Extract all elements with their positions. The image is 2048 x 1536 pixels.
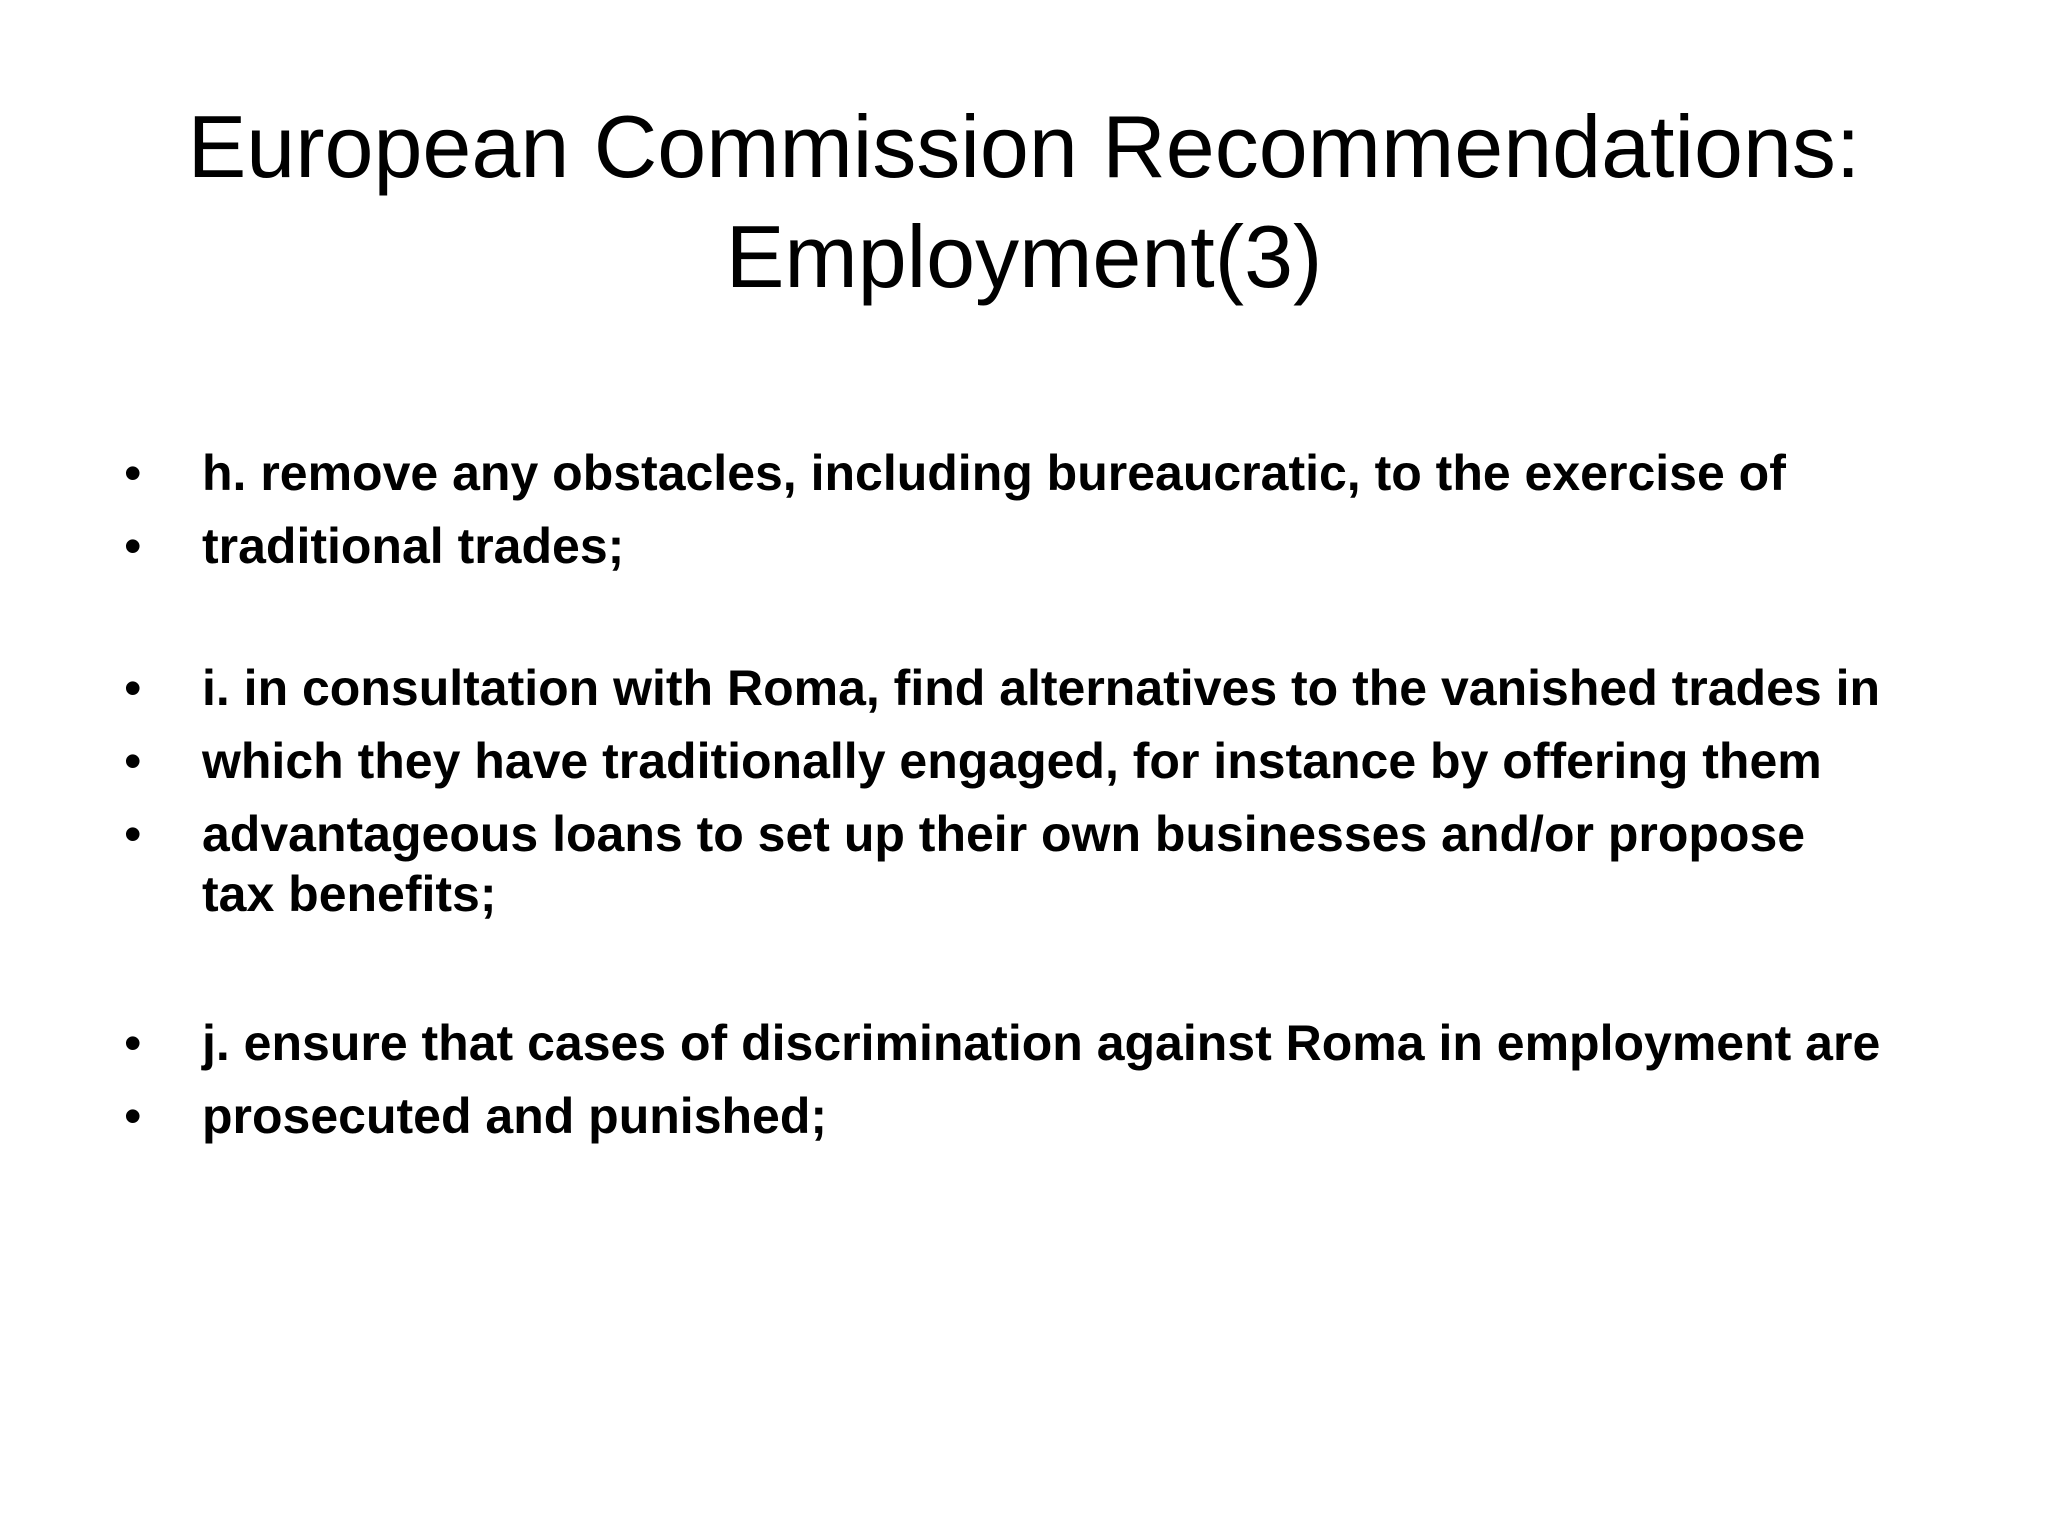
bullet-marker: • (124, 518, 142, 574)
bullet-text: i. in consultation with Roma, find alternatives to the vanished trades in (202, 660, 1881, 716)
bullet-text: h. remove any obstacles, including bureaucratic, to the exercise of (202, 445, 1786, 501)
bullet-marker: • (124, 445, 142, 501)
bullet-marker: • (124, 1015, 142, 1071)
bullet-text: advantageous loans to set up their own businesses and/or propose tax benefits; (202, 806, 1806, 922)
slide-title-line-2: Employment(3) (725, 207, 1323, 306)
bullet-text: j. ensure that cases of discrimination against Roma in employment are (202, 1015, 1881, 1071)
bullet-text: traditional trades; (202, 518, 625, 574)
bullet-text: which they have traditionally engaged, for instance by offering them (202, 733, 1822, 789)
bullet-text: prosecuted and punished; (202, 1088, 828, 1144)
bullet-marker: • (124, 733, 142, 789)
bullet-marker: • (124, 806, 142, 862)
bullet-marker: • (124, 1088, 142, 1144)
bullet-marker: • (124, 660, 142, 716)
slide-title-line-1: European Commission Recommendations: (187, 97, 1861, 196)
